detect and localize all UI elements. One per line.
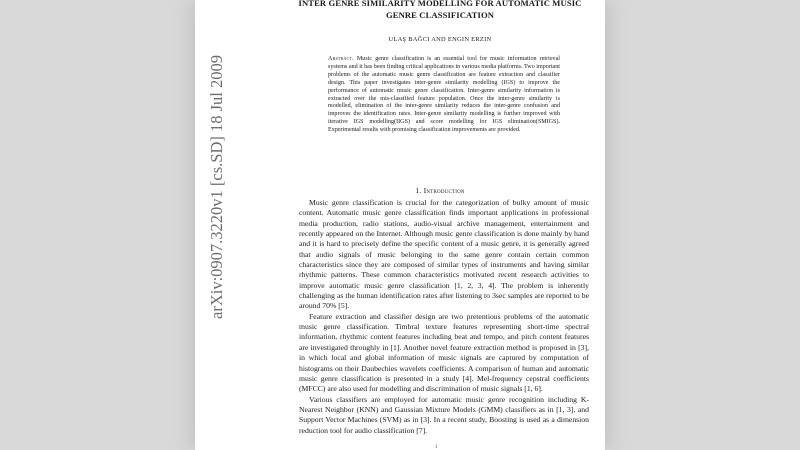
abstract-block — [328, 56, 560, 135]
section-title: Introduction — [423, 186, 465, 195]
abstract-text: Music genre classification is an essential tool for music information retrieval systems and it has been finding critical applications in various media platforms. Two important problems of the automatic music genre classification are feature extraction and classifier design. This paper investigates inter-genre similarity modelling (IGS) to improve the performance of automatic music genre classification. Inter-genre similarity information is extracted over the mis-classified feature population. Once the inter-genre similarity is modelled, elimination of the inter-genre similarity reduces the inter-genre confusion and improves the identification rates. Inter-genre similarity modelling is further improved with iterative IGS modelling(IIGS) and score modelling for IGS elimination(SMIGS). Experimental results with promising classification improvements are provided. — [328, 56, 560, 134]
paper-authors: ULAŞ BAĞCI AND ENGIN ERZIN — [388, 36, 492, 43]
paragraph: Feature extraction and classifier design are two pretentious problems of the automatic music genre classification. Timbral texture features representing short-time spectral information, rhythmic content features including beat and tempo, and pitch content features are investigated throughly in [1]. Another novel feature extraction method is proposed in [3], in which local and global information of music signals are captured by computation of histograms on their Daubechies wavelets coefficients. A comparison of human and automatic music genre classification is presented in a study [4]. Mel-frequency cepstral coefficients (MFCC) are also used for modelling and discrimination of music signals [1, 6]. — [299, 311, 589, 394]
page-number: 1 — [435, 445, 438, 450]
paragraph: Music genre classification is crucial for the categorization of bulky amount of music content. Automatic music genre classification finds important applications in professional media production, radio stations, audio-visual archive management, entertainment and recently appeared on the Internet. Although music genre classification is done mainly by hand and it is hard to precisely define the specific content of a music genre, it is generally agreed that audio signals of music belonging to the same genre contain certain common characteristics since they are composed of similar types of instruments and having similar rhythmic patterns. These common characteristics motivated recent research activities to improve automatic music genre classification [1, 2, 3, 4]. The problem is inherently challenging as the human identification rates after listening to 3sec samples are reported to be around 70% [5]. — [299, 198, 589, 311]
introduction-body — [299, 198, 589, 436]
paper-page — [195, 0, 605, 450]
paper-title: INTER GENRE SIMILARITY MODELLING FOR AUTOMATIC MUSIC GENRE CLASSIFICATION — [298, 0, 582, 20]
arxiv-stamp: arXiv:0907.3220v1 [cs.SD] 18 Jul 2009 — [207, 55, 226, 319]
section-number: 1. — [415, 186, 422, 195]
section-heading — [290, 186, 590, 195]
paragraph: Various classifiers are employed for automatic music genre recognition including K-Nearest Neighbor (KNN) and Gaussian Mixture Models (GMM) classifiers as in [1, 3], and Support Vector Machines (SVM) as in [3]. In a recent study, Boosting is used as a dimension reduction tool for audio classification [7]. — [299, 394, 589, 435]
abstract-label: Abstract. — [328, 56, 354, 62]
